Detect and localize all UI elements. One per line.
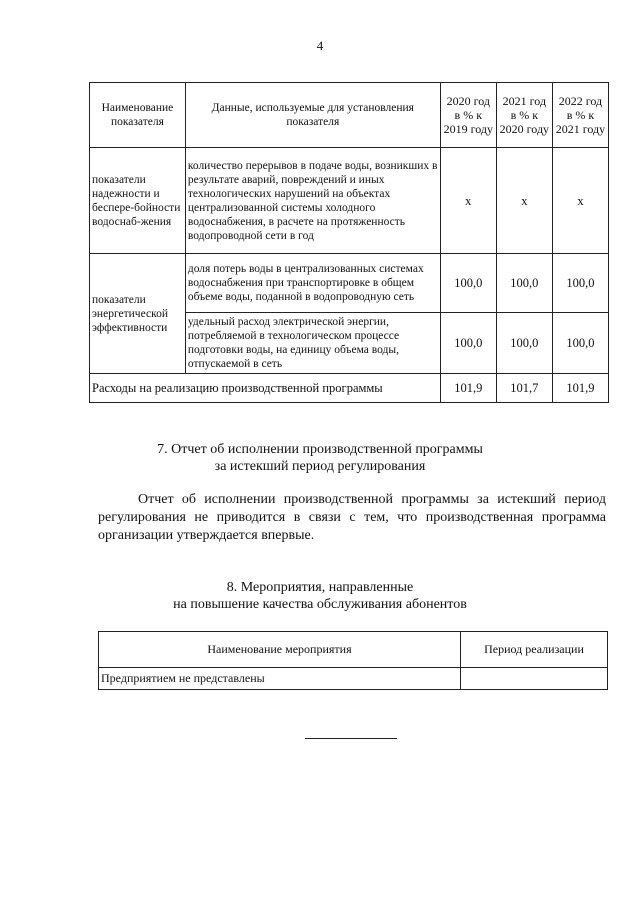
value-2021: 100,0	[496, 254, 552, 313]
table-row	[90, 254, 609, 313]
table-header-row	[99, 632, 608, 668]
section8-title-line2: на повышение качества обслуживания абонентов	[173, 597, 467, 612]
section7-title	[0, 441, 640, 475]
header-2020: 2020 год в % к 2019 году	[440, 83, 496, 148]
total-2020: 101,9	[440, 374, 496, 403]
row-data: удельный расход электрической энергии, потребляемой в технологическом процессе подготовки воды, на единицу объема воды, отпускаемой в сеть	[185, 313, 440, 374]
section8-title	[0, 579, 640, 613]
row-data: доля потерь воды в централизованных системах водоснабжения при транспортировке в общем объеме воды, поданной в водопроводную сеть	[185, 254, 440, 313]
section7-text: Отчет об исполнении производственной программы за истекший период регулирования не приводится в связи с тем, что производственная программа организации утверждается впервые.	[98, 492, 606, 543]
value-2022: 100,0	[552, 313, 608, 374]
header-2022: 2022 год в % к 2021 году	[552, 83, 608, 148]
total-2021: 101,7	[496, 374, 552, 403]
value-2020: 100,0	[440, 254, 496, 313]
header-indicator-name: Наименование показателя	[90, 83, 186, 148]
section8-title-line1: 8. Мероприятия, направленные	[226, 580, 414, 595]
section7-paragraph	[98, 491, 606, 545]
value-2021: x	[496, 148, 552, 254]
total-label: Расходы на реализацию производственной программы	[90, 374, 441, 403]
value-2022: x	[552, 148, 608, 254]
measure-period	[461, 668, 608, 690]
page-number: 4	[316, 38, 324, 53]
table-total-row	[90, 374, 609, 403]
group-energy-efficiency: показатели энергетической эффективности	[90, 254, 186, 374]
row-data: количество перерывов в подаче воды, возникших в результате аварий, повреждений и иных технологических нарушений на объектах централизованной системы холодного водоснабжения, в расчете на протяженность водопроводной сети в год	[185, 148, 440, 254]
table-row	[90, 148, 609, 254]
table-header-row	[90, 83, 609, 148]
measure-name: Предприятием не представлены	[99, 668, 461, 690]
footer-divider	[305, 738, 397, 739]
section7-title-line1: 7. Отчет об исполнении производственной программы	[157, 442, 483, 457]
header-measure-name: Наименование мероприятия	[99, 632, 461, 668]
value-2021: 100,0	[496, 313, 552, 374]
table-row	[99, 668, 608, 690]
value-2022: 100,0	[552, 254, 608, 313]
measures-table	[98, 631, 608, 690]
value-2020: x	[440, 148, 496, 254]
header-data-used: Данные, используемые для установления показателя	[185, 83, 440, 148]
section7-title-line2: за истекший период регулирования	[214, 459, 426, 474]
indicators-table	[89, 82, 609, 403]
total-2022: 101,9	[552, 374, 608, 403]
group-reliability: показатели надежности и беспере-бойности водоснаб-жения	[90, 148, 186, 254]
value-2020: 100,0	[440, 313, 496, 374]
header-2021: 2021 год в % к 2020 году	[496, 83, 552, 148]
header-period: Период реализации	[461, 632, 608, 668]
